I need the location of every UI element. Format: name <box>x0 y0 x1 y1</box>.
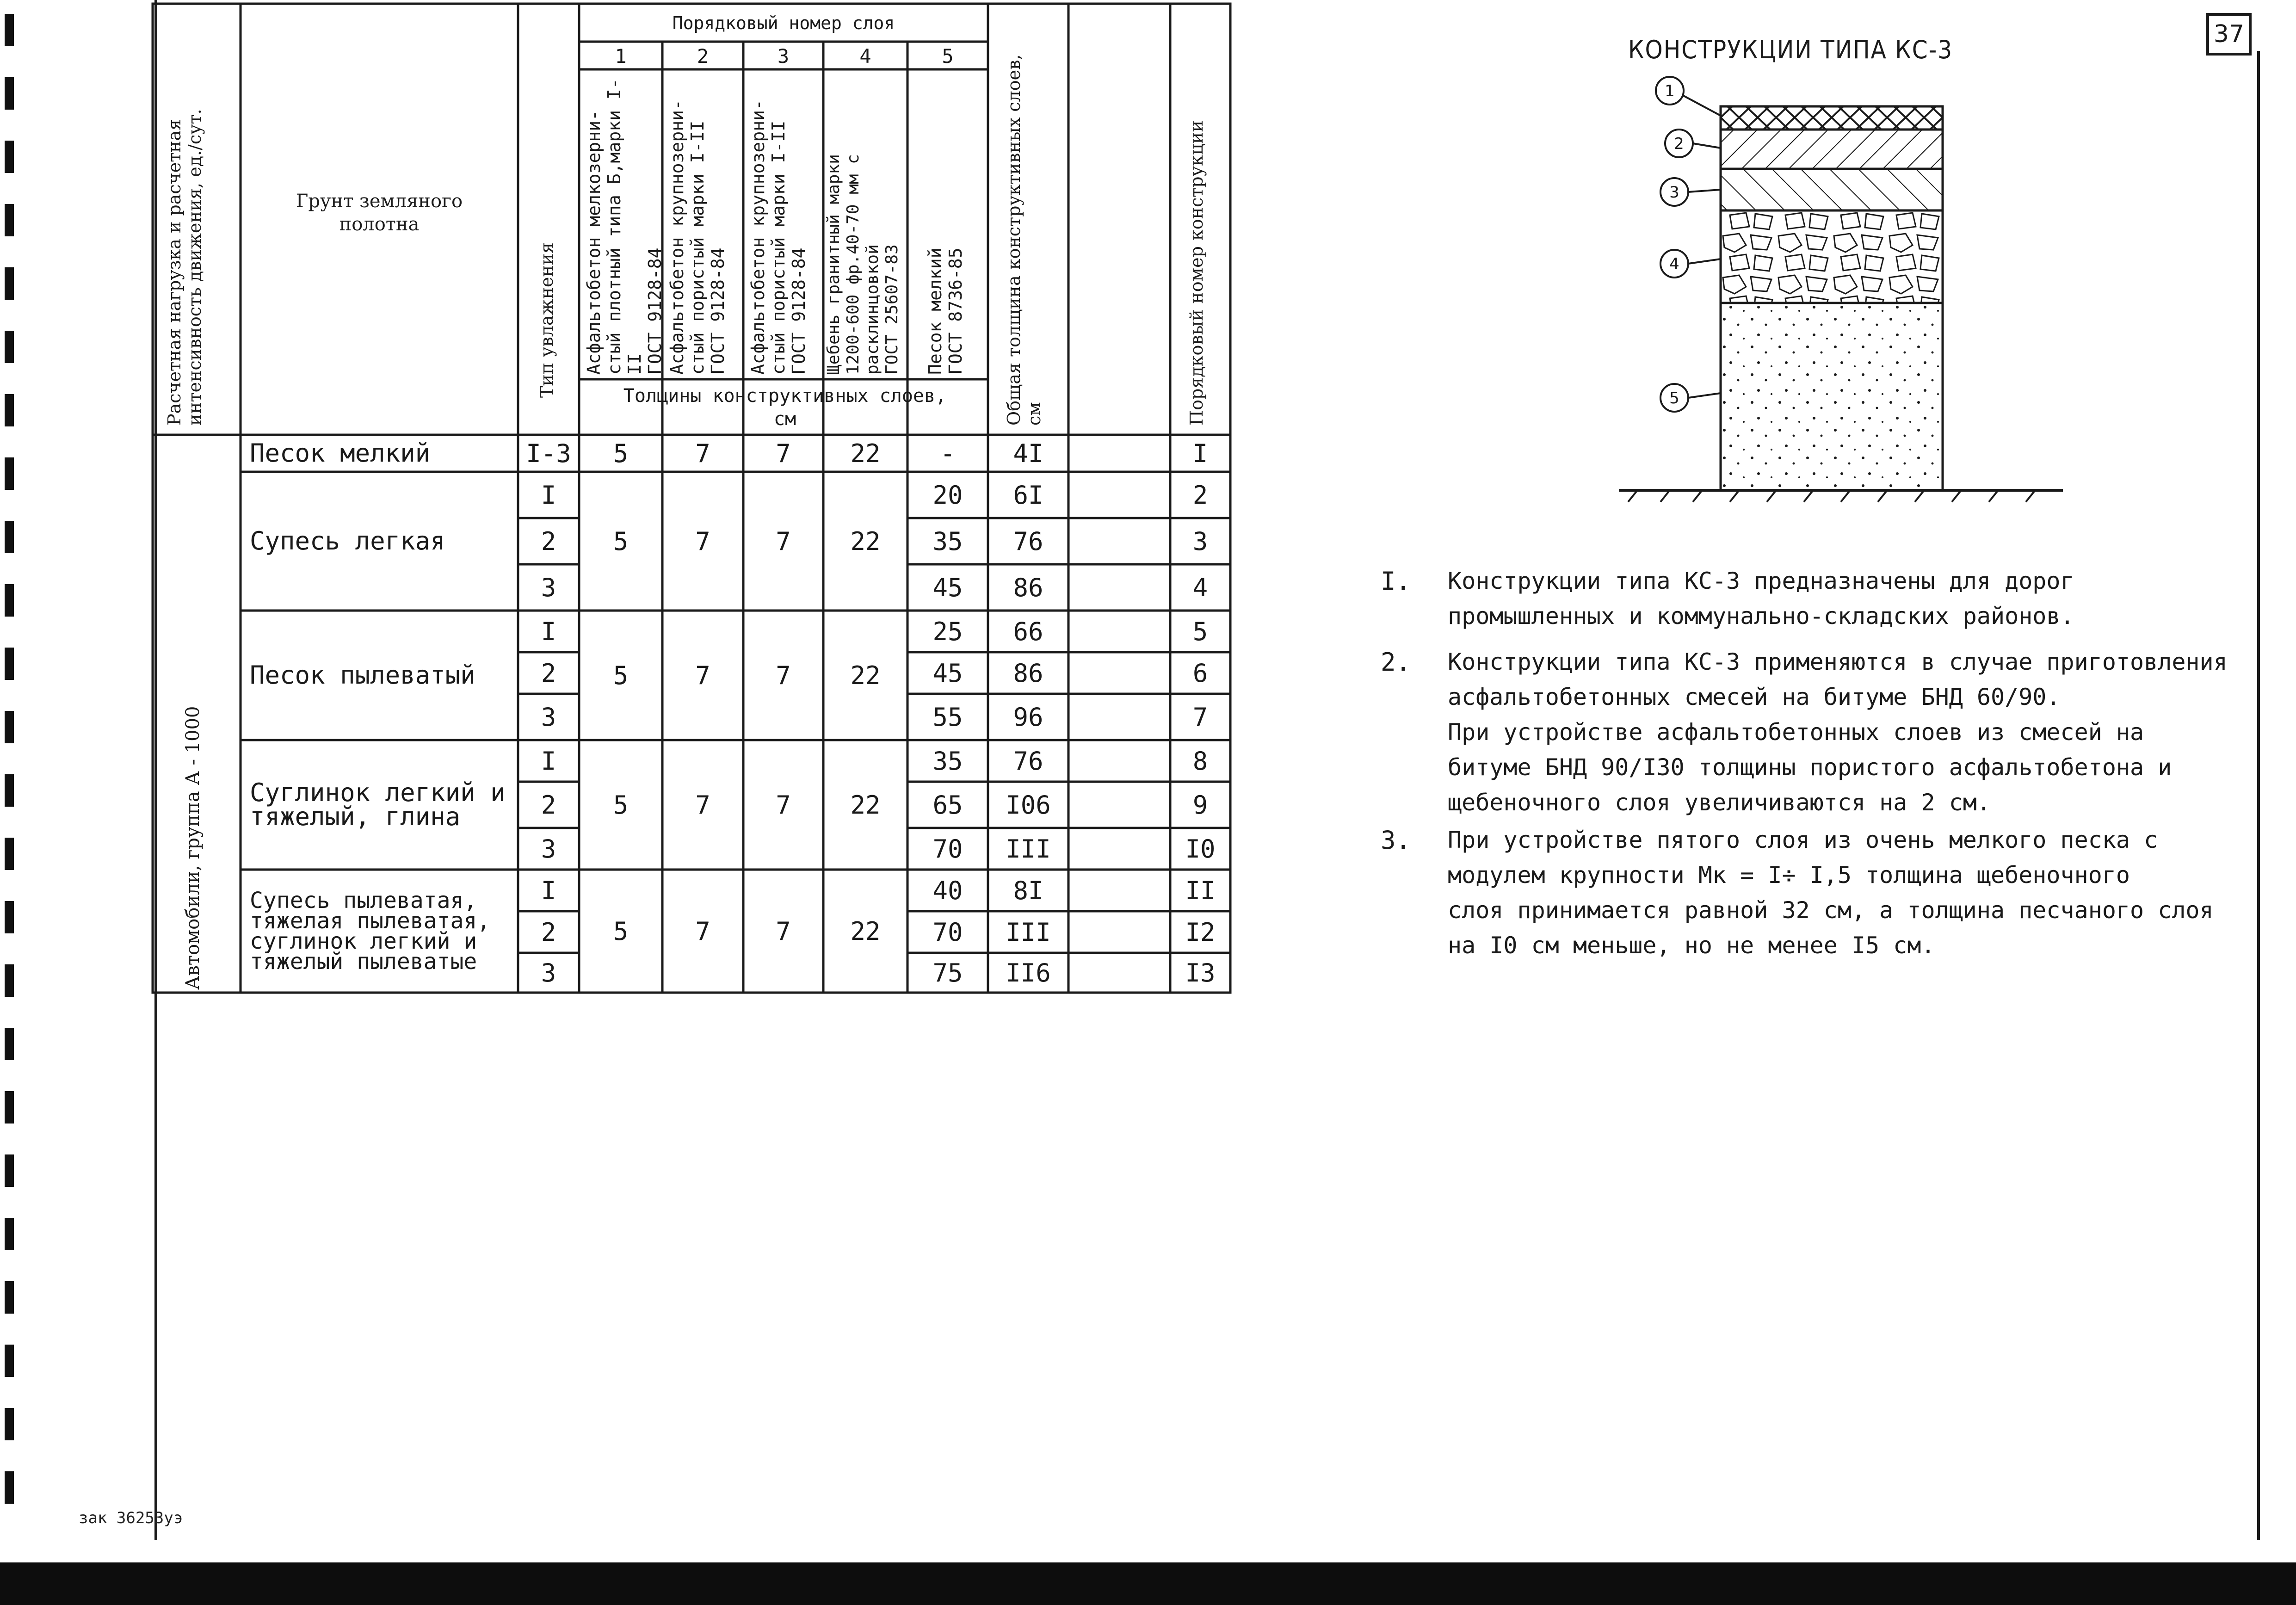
sand-layer-thickness: 20 <box>932 480 963 510</box>
callout-1: 1 <box>1665 82 1675 100</box>
col-header-moisture-type: Тип увлажнения <box>537 242 557 398</box>
binder-mark <box>5 1028 14 1060</box>
binder-mark <box>5 1471 14 1504</box>
total-thickness: 76 <box>1013 526 1043 556</box>
sand-layer-thickness: 45 <box>932 573 963 602</box>
layer-number-group-header: Порядковый номер слоя <box>672 13 895 33</box>
construction-number: 5 <box>1192 617 1208 646</box>
total-thickness: III <box>1006 917 1051 947</box>
moisture-type: 2 <box>541 658 556 688</box>
note-3-number: 3. <box>1381 826 1411 855</box>
note-2-text: Конструкции типа КС-3 применяются в случае приготовления асфальтобетонных смесей на битуме БНД 60/90. При устройстве асфальтобетонных слоев из смесей на битуме БНД 90/I30 толщины пористого асфальтобетона и щебеночного слоя увеличиваются на 2 см. <box>1448 648 2228 816</box>
soil-type: Песок мелкий <box>250 438 431 468</box>
binder-mark <box>5 1345 14 1377</box>
construction-number: 7 <box>1192 702 1208 732</box>
sand-layer-thickness: 45 <box>932 658 963 688</box>
layer-thickness-l2: 7 <box>695 916 710 946</box>
load-group-label: Автомобили, группа А - 1000 <box>182 706 204 990</box>
binder-mark <box>5 1091 14 1124</box>
construction-number: I <box>1192 438 1208 468</box>
total-thickness: II6 <box>1006 958 1051 988</box>
sand-layer-thickness: 70 <box>932 834 963 864</box>
layer-thickness-l1: 5 <box>613 916 629 946</box>
layer-thickness-l3: 7 <box>776 790 791 820</box>
construction-number: 2 <box>1192 480 1208 510</box>
total-thickness: III <box>1006 834 1051 864</box>
col-header-soil: Грунт земляного полотна <box>296 191 463 235</box>
sand-layer-thickness: 55 <box>932 702 963 732</box>
sand-layer-thickness: 75 <box>932 958 963 988</box>
soil-type: Суглинок легкий и тяжелый, глина <box>250 778 506 831</box>
total-thickness: 86 <box>1013 658 1043 688</box>
construction-number: 6 <box>1192 658 1208 688</box>
moisture-type: 3 <box>541 702 556 732</box>
construction-number: I0 <box>1185 834 1216 864</box>
layer-thickness-l3: 7 <box>776 916 791 946</box>
sand-layer-thickness: 35 <box>932 526 963 556</box>
layer-thickness-l4: 22 <box>850 790 881 820</box>
layer-number-1: 1 <box>615 44 627 68</box>
col-header-construction-number: Порядковый номер конструкции <box>1186 120 1207 426</box>
total-thickness: 96 <box>1013 702 1043 732</box>
binder-mark <box>5 1218 14 1250</box>
note-2-number: 2. <box>1381 648 1411 677</box>
col-header-load: Расчетная нагрузка и расчетная интенсивность движения, ед./сут. <box>164 109 205 426</box>
layer-thickness-l4: 22 <box>850 661 881 690</box>
col-header-layer-3: Асфальтобетон крупнозерни- стый пористый марки I-II ГОСТ 9128-84 <box>748 99 809 375</box>
layer-thickness-l3: 7 <box>776 661 791 690</box>
total-thickness: I06 <box>1006 790 1051 820</box>
binder-mark <box>5 1408 14 1440</box>
layer-thickness-l2: 7 <box>695 438 710 468</box>
layer-number-5: 5 <box>942 44 954 68</box>
layer-thickness-l2: 7 <box>695 661 710 690</box>
layer-number-2: 2 <box>697 44 709 68</box>
soil-type: Супесь легкая <box>250 526 445 556</box>
sand-layer-thickness: 25 <box>932 617 963 646</box>
callout-2: 2 <box>1674 135 1684 153</box>
moisture-type: 2 <box>541 526 556 556</box>
soil-type: Супесь пылеватая, тяжелая пылеватая, суглинок легкий и тяжелый пылеватые <box>250 888 491 975</box>
diagram-title: КОНСТРУКЦИИ ТИПА КС-3 <box>1628 35 1953 64</box>
total-thickness: 8I <box>1013 876 1043 905</box>
col-header-layer-5: Песок мелкий ГОСТ 8736-85 <box>925 247 966 375</box>
total-thickness: 4I <box>1013 438 1043 468</box>
layer-thickness-l2: 7 <box>695 526 710 556</box>
right-margin-rule <box>2257 51 2260 1540</box>
binder-mark <box>5 1281 14 1314</box>
moisture-type: I <box>541 617 556 646</box>
callout-4: 4 <box>1669 255 1679 273</box>
callout-5: 5 <box>1669 389 1679 407</box>
layer-thickness-l1: 5 <box>613 661 629 690</box>
moisture-type: 3 <box>541 573 556 602</box>
pavement-cross-section <box>1610 65 2091 509</box>
layer-number-3: 3 <box>777 44 790 68</box>
layer-thickness-l1: 5 <box>613 438 629 468</box>
moisture-type: 2 <box>541 917 556 947</box>
total-thickness: 66 <box>1013 617 1043 646</box>
col-header-layer-1: Асфальтобетон мелкозерни- стый плотный типа Б,марки I-II ГОСТ 9128-84 <box>584 78 665 375</box>
soil-type: Песок пылеватый <box>250 661 475 690</box>
col-header-layer-2: Асфальтобетон крупнозерни- стый пористый марки I-II ГОСТ 9128-84 <box>667 99 728 375</box>
total-thickness: 6I <box>1013 480 1043 510</box>
layer-thickness-l2: 7 <box>695 790 710 820</box>
callout-3: 3 <box>1669 183 1679 202</box>
construction-number: 9 <box>1192 790 1208 820</box>
construction-number: 8 <box>1192 746 1208 776</box>
moisture-type: I <box>541 480 556 510</box>
layer-thickness-l3: 7 <box>776 438 791 468</box>
sand-layer-thickness: 40 <box>932 876 963 905</box>
layer-thickness-l1: 5 <box>613 790 629 820</box>
total-thickness: 76 <box>1013 746 1043 776</box>
layer-number-4: 4 <box>859 44 871 68</box>
col-header-total-thickness: Общая толщина конструктивных слоев, см <box>1004 54 1044 426</box>
layer-thickness-l3: 7 <box>776 526 791 556</box>
moisture-type: 2 <box>541 790 556 820</box>
page-number: 37 <box>2206 13 2252 56</box>
construction-number: I3 <box>1185 958 1216 988</box>
moisture-type: I <box>541 746 556 776</box>
moisture-type: 3 <box>541 958 556 988</box>
sand-layer-thickness: - <box>940 438 956 468</box>
moisture-type: I <box>541 876 556 905</box>
layer-thickness-l4: 22 <box>850 526 881 556</box>
layer-thickness-l4: 22 <box>850 916 881 946</box>
note-3-text: При устройстве пятого слоя из очень мелкого песка с модулем крупности Мк = I÷ I,5 толщина щебеночного слоя принимается равной 32 см, а толщина песчаного слоя на I0 см меньше, но не менее I5 см. <box>1448 827 2214 959</box>
note-1-number: I. <box>1381 567 1411 596</box>
moisture-type: I-3 <box>526 438 571 468</box>
construction-number: I2 <box>1185 917 1216 947</box>
archive-stamp: зак 36253уэ <box>79 1509 183 1527</box>
total-thickness: 86 <box>1013 573 1043 602</box>
sand-layer-thickness: 70 <box>932 917 963 947</box>
sand-layer-thickness: 35 <box>932 746 963 776</box>
col-header-layer-4: Щебень гранитный марки 1200-600 фр.40-70 мм с расклинцовкой ГОСТ 25607-83 <box>824 154 901 375</box>
moisture-type: 3 <box>541 834 556 864</box>
layer-thickness-l4: 22 <box>850 438 881 468</box>
thickness-label: Толщины конструктивных слоев, см <box>623 385 947 430</box>
construction-number: 4 <box>1192 573 1208 602</box>
note-1-text: Конструкции типа КС-3 предназначены для дорог промышленных и коммунально-складских районов. <box>1448 568 2074 630</box>
scan-bottom-bar <box>0 1562 2296 1605</box>
layer-thickness-l1: 5 <box>613 526 629 556</box>
construction-number: II <box>1185 876 1216 905</box>
binder-mark <box>5 1154 14 1187</box>
construction-number: 3 <box>1192 526 1208 556</box>
sand-layer-thickness: 65 <box>932 790 963 820</box>
